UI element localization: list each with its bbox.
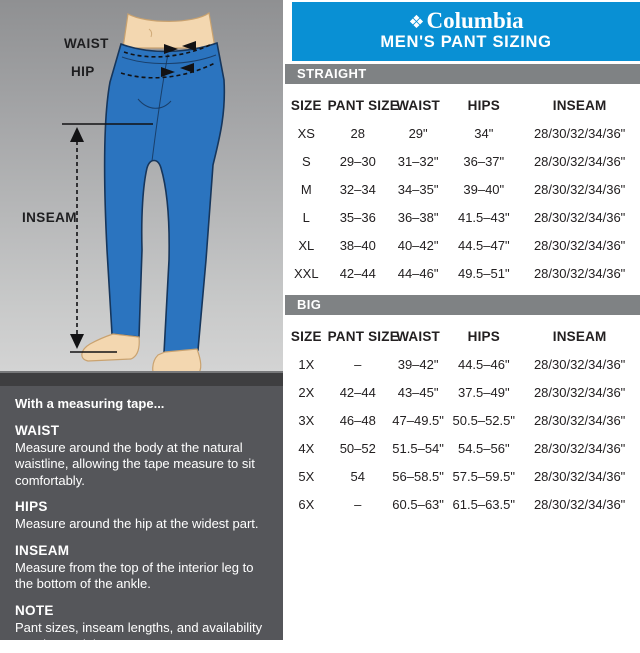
table-cell: 3X (298, 413, 315, 428)
brand-header (292, 2, 640, 61)
column-header: WAIST (396, 98, 440, 113)
pants-measurement-diagram (0, 0, 283, 386)
table-cell: 4X (298, 441, 315, 456)
straight-size-table (285, 84, 640, 292)
column-header: HIPS (467, 98, 500, 113)
right-panel (285, 0, 640, 640)
instruction-heading: INSEAM (15, 542, 70, 558)
table-cell: XS (297, 126, 315, 141)
table-cell: 31–32" (397, 154, 439, 169)
column-header: PANT SIZE (327, 329, 399, 344)
table-cell: XL (298, 238, 315, 253)
column-header: WAIST (396, 329, 440, 344)
hip-diagram-label: HIP (71, 64, 95, 79)
table-cell: 36–38" (397, 210, 439, 225)
table-cell: 28/30/32/34/36" (533, 266, 626, 281)
table-cell: M (300, 182, 312, 197)
table-cell: 1X (298, 357, 315, 372)
table-cell: 29" (408, 126, 428, 141)
table-cell: 28/30/32/34/36" (533, 497, 626, 512)
column-header: PANT SIZE (327, 98, 399, 113)
table-cell: 40–42" (397, 238, 439, 253)
table-cell: 28/30/32/34/36" (533, 210, 626, 225)
table-cell: 28/30/32/34/36" (533, 357, 626, 372)
table-cell: 28 (350, 126, 365, 141)
pants-shape (105, 43, 225, 353)
left-foot-shape (82, 334, 139, 361)
measuring-instructions-panel (0, 386, 283, 652)
table-cell: 36–37" (463, 154, 505, 169)
table-cell: 51.5–54" (392, 441, 444, 456)
table-cell: 44.5–47" (457, 238, 510, 253)
table-cell: L (302, 210, 310, 225)
table-cell: 34" (474, 126, 494, 141)
table-cell: 43–45" (397, 385, 439, 400)
table-cell: 44–46" (397, 266, 439, 281)
left-panel (0, 0, 283, 652)
instruction-section-hips (15, 498, 268, 533)
table-cell: 57.5–59.5" (452, 469, 515, 484)
table-cell: 32–34 (339, 182, 376, 197)
table-cell: 28/30/32/34/36" (533, 154, 626, 169)
table-cell: 44.5–46" (457, 357, 510, 372)
instructions-intro: With a measuring tape... (15, 396, 165, 411)
table-cell: 28/30/32/34/36" (533, 238, 626, 253)
table-cell: 60.5–63" (392, 497, 444, 512)
instruction-body: Measure from the top of the interior leg to the bottom of the ankle. (15, 559, 254, 592)
page-title: MEN'S PANT SIZING (380, 33, 552, 52)
table-cell: 41.5–43" (457, 210, 510, 225)
table-cell: 42–44 (339, 266, 376, 281)
instruction-heading: HIPS (15, 499, 48, 515)
instruction-section-inseam (15, 542, 268, 593)
instruction-heading: NOTE (15, 602, 54, 618)
table-cell: 37.5–49" (457, 385, 510, 400)
table-cell: 46–48 (339, 413, 376, 428)
table-cell: 38–40 (339, 238, 376, 253)
columbia-logo-text: Columbia (426, 8, 524, 33)
instruction-body: Measure around the hip at the widest part. (15, 516, 259, 532)
table-cell: 35–36 (339, 210, 376, 225)
floor-strip (0, 371, 283, 386)
table-cell: 34–35" (397, 182, 439, 197)
table-cell: – (354, 497, 362, 512)
column-header: INSEAM (552, 329, 607, 344)
column-header: SIZE (290, 98, 322, 113)
big-size-table (285, 315, 640, 523)
table-cell: 28/30/32/34/36" (533, 441, 626, 456)
table-cell: S (301, 154, 311, 169)
waist-diagram-label: WAIST (64, 36, 109, 51)
table-cell: 28/30/32/34/36" (533, 413, 626, 428)
table-cell: 29–30 (339, 154, 376, 169)
section-bar-straight: STRAIGHT (285, 64, 640, 84)
table-cell: 28/30/32/34/36" (533, 182, 626, 197)
columbia-logo (292, 2, 640, 33)
table-cell: 28/30/32/34/36" (533, 385, 626, 400)
column-header: HIPS (467, 329, 500, 344)
table-cell: 28/30/32/34/36" (533, 126, 626, 141)
table-cell: – (354, 357, 362, 372)
pants-illustration (0, 0, 283, 386)
table-cell: 5X (298, 469, 315, 484)
table-cell: 6X (298, 497, 315, 512)
table-cell: 50.5–52.5" (452, 413, 515, 428)
table-cell: 50–52 (339, 441, 376, 456)
table-cell: 61.5–63.5" (452, 497, 515, 512)
column-header: INSEAM (552, 98, 607, 113)
table-cell: 28/30/32/34/36" (533, 469, 626, 484)
inseam-diagram-label: INSEAM (22, 210, 77, 225)
instruction-section-note (15, 602, 268, 653)
table-cell: XXL (294, 266, 319, 281)
table-cell: 49.5–51" (457, 266, 510, 281)
table-cell: 42–44 (339, 385, 376, 400)
table-cell: 56–58.5" (392, 469, 444, 484)
table-cell: 39–42" (397, 357, 439, 372)
instruction-section-waist (15, 422, 268, 490)
column-header: SIZE (290, 329, 322, 344)
table-cell: 54.5–56" (457, 441, 510, 456)
table-cell: 2X (298, 385, 315, 400)
instruction-heading: WAIST (15, 422, 60, 438)
table-cell: 54 (350, 469, 365, 484)
table-cell: 47–49.5" (392, 413, 444, 428)
columbia-gem-icon: ❖ (408, 12, 425, 33)
instruction-body: Measure around the body at the natural waistline, allowing the tape measure to sit comfortably. (15, 439, 255, 488)
torso-shape (123, 13, 215, 48)
instruction-body: Pant sizes, inseam lengths, and availability vary by model. (15, 620, 263, 652)
section-bar-big: BIG (285, 295, 640, 315)
table-cell: 39–40" (463, 182, 505, 197)
